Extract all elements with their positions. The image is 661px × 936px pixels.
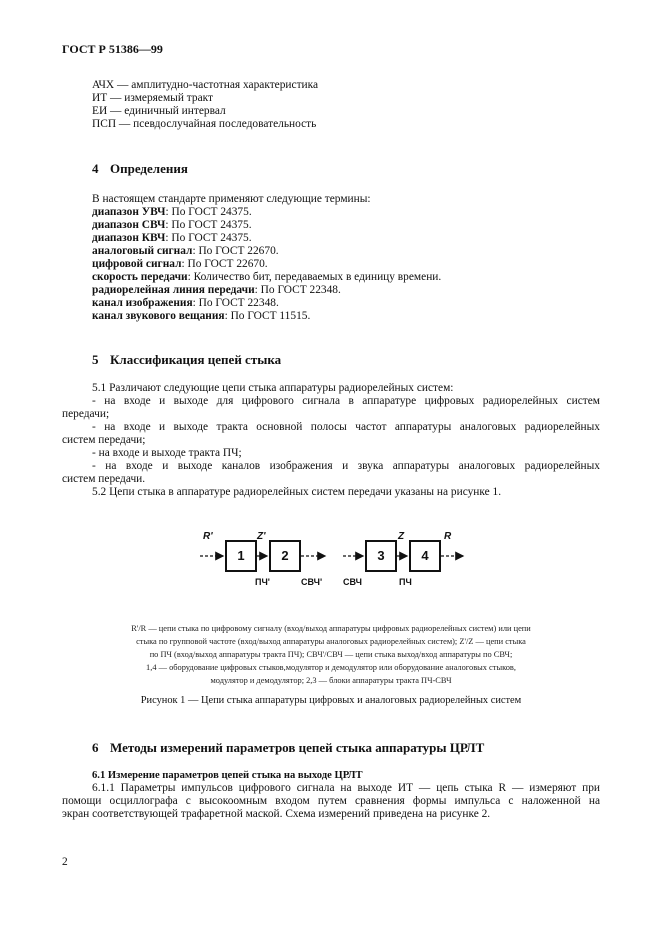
definition-text: : По ГОСТ 22348. — [192, 297, 279, 309]
definition-term: канал изображения — [92, 297, 193, 309]
section-title: Методы измерений параметров цепей стыка аппаратуры ЦРЛТ — [110, 740, 485, 755]
definition-term: скорость передачи — [92, 271, 188, 283]
definition-text: : Количество бит, передаваемых в единицу времени. — [187, 271, 442, 283]
definition-text: : По ГОСТ 24375. — [165, 232, 252, 244]
definition-item — [92, 310, 441, 323]
definition-item — [92, 258, 441, 271]
bullet-continuation: систем передачи; — [62, 434, 146, 446]
definition-item — [92, 284, 441, 297]
block-3: 3 — [365, 540, 397, 572]
paragraph-5-2: 5.2 Цепи стыка в аппаратуре радиорелейных систем передачи указаны на рисунке 1. — [92, 486, 502, 498]
label-z-prime: Z' — [257, 531, 266, 542]
label-pch-prime: ПЧ' — [255, 577, 270, 587]
definition-term: диапазон СВЧ — [92, 219, 166, 231]
page-number: 2 — [62, 856, 68, 868]
section-number: 5 — [92, 352, 99, 367]
caption-line: модулятор и демодулятор; 2,3 — блоки аппаратуры тракта ПЧ-СВЧ — [210, 676, 452, 685]
label-svch-prime: СВЧ' — [301, 577, 323, 587]
paragraph-line: помощи осциллографа с высокоомным входом путем сравнения формы импульса с наложенной на — [62, 795, 600, 807]
section-6-heading — [92, 741, 484, 754]
definition-term: диапазон УВЧ — [92, 206, 166, 218]
definition-text: : По ГОСТ 22670. — [181, 258, 268, 270]
bullet-line: - на входе и выходе тракта основной полосы частот аппаратуры аналоговых радиорелейных — [92, 421, 600, 433]
abbreviations-list — [92, 79, 318, 131]
block-1: 1 — [225, 540, 257, 572]
bullet-line: - на входе и выходе для цифрового сигнала в аппаратуре цифровых радиорелейных систем — [92, 395, 600, 407]
definition-item — [92, 206, 441, 219]
abbreviation-item: АЧХ — амплитудно-частотная характеристика — [92, 79, 319, 91]
bullet-line: - на входе и выходе каналов изображения и звука аппаратуры аналоговых радиорелейных — [92, 460, 600, 472]
section-title: Классификация цепей стыка — [110, 352, 282, 367]
subsection-6-1-heading: 6.1 Измерение параметров цепей стыка на выходе ЦРЛТ — [92, 770, 363, 781]
label-r: R — [444, 531, 452, 542]
figure-title: Рисунок 1 — Цепи стыка аппаратуры цифровых и аналоговых радиорелейных систем — [140, 695, 522, 706]
paragraph-line: 6.1.1 Параметры импульсов цифрового сигнала на выходе ИТ — цепь стыка R — измеряют при — [92, 782, 600, 794]
caption-line: 1,4 — оборудование цифровых стыков,модулятор и демодулятор или оборудование аналоговых стыков, — [146, 663, 516, 672]
paragraph-line: экран соответствующей трафаретной маской. Схема измерений приведена на рисунке 2. — [62, 808, 491, 820]
section-4-heading — [92, 162, 188, 175]
definitions-intro: В настоящем стандарте применяют следующие термины: — [92, 193, 371, 205]
definition-text: : По ГОСТ 22670. — [192, 245, 279, 257]
abbreviation-item: ПСП — псевдослучайная последовательность — [92, 118, 317, 130]
definition-item — [92, 245, 441, 258]
block-2: 2 — [269, 540, 301, 572]
definition-term: цифровой сигнал — [92, 258, 182, 270]
definition-term: диапазон КВЧ — [92, 232, 166, 244]
caption-line: по ПЧ (вход/выход аппаратуры тракта ПЧ); СВЧ'/СВЧ — цепи стыка выход/вход аппаратуры по СВЧ; — [149, 650, 513, 659]
definitions-list — [92, 193, 441, 323]
definition-term: канал звукового вещания — [92, 310, 225, 322]
label-z: Z — [398, 531, 405, 542]
caption-line: R'/R — цепи стыка по цифровому сигналу (вход/выход аппаратуры цифровых радиорелейных систем) или цепи — [131, 624, 531, 633]
paragraph-5-1: 5.1 Различают следующие цепи стыка аппаратуры радиорелейных систем: — [92, 382, 454, 394]
section-6-body — [62, 782, 600, 821]
definition-term: радиорелейная линия передачи — [92, 284, 255, 296]
definition-text: : По ГОСТ 22348. — [254, 284, 341, 296]
definition-term: аналоговый сигнал — [92, 245, 193, 257]
definition-item — [92, 219, 441, 232]
definition-item — [92, 297, 441, 310]
label-svch: СВЧ — [343, 577, 362, 587]
section-title: Определения — [110, 161, 188, 176]
definition-text: : По ГОСТ 11515. — [224, 310, 311, 322]
section-5-heading — [92, 353, 281, 366]
abbreviation-item: ИТ — измеряемый тракт — [92, 92, 213, 104]
label-pch: ПЧ — [399, 577, 412, 587]
section-number: 4 — [92, 161, 99, 176]
bullet-continuation: систем передачи. — [62, 473, 146, 485]
interface-block-diagram — [195, 520, 475, 590]
definition-item — [92, 271, 441, 284]
abbreviation-item: ЕИ — единичный интервал — [92, 105, 226, 117]
section-5-body — [62, 382, 600, 499]
bullet-line: - на входе и выходе тракта ПЧ; — [92, 447, 242, 459]
section-number: 6 — [92, 740, 99, 755]
label-r-prime: R' — [203, 531, 213, 542]
bullet-continuation: передачи; — [62, 408, 110, 420]
definition-text: : По ГОСТ 24375. — [165, 219, 252, 231]
definition-item — [92, 232, 441, 245]
caption-line: стыка по групповой частоте (вход/выход аппаратуры аналоговых радиорелейных систем); Z'/Z — цепи стыка — [136, 637, 526, 646]
definition-text: : По ГОСТ 24375. — [165, 206, 252, 218]
figure-caption — [62, 622, 600, 687]
document-header: ГОСТ Р 51386—99 — [62, 42, 163, 56]
block-4: 4 — [409, 540, 441, 572]
